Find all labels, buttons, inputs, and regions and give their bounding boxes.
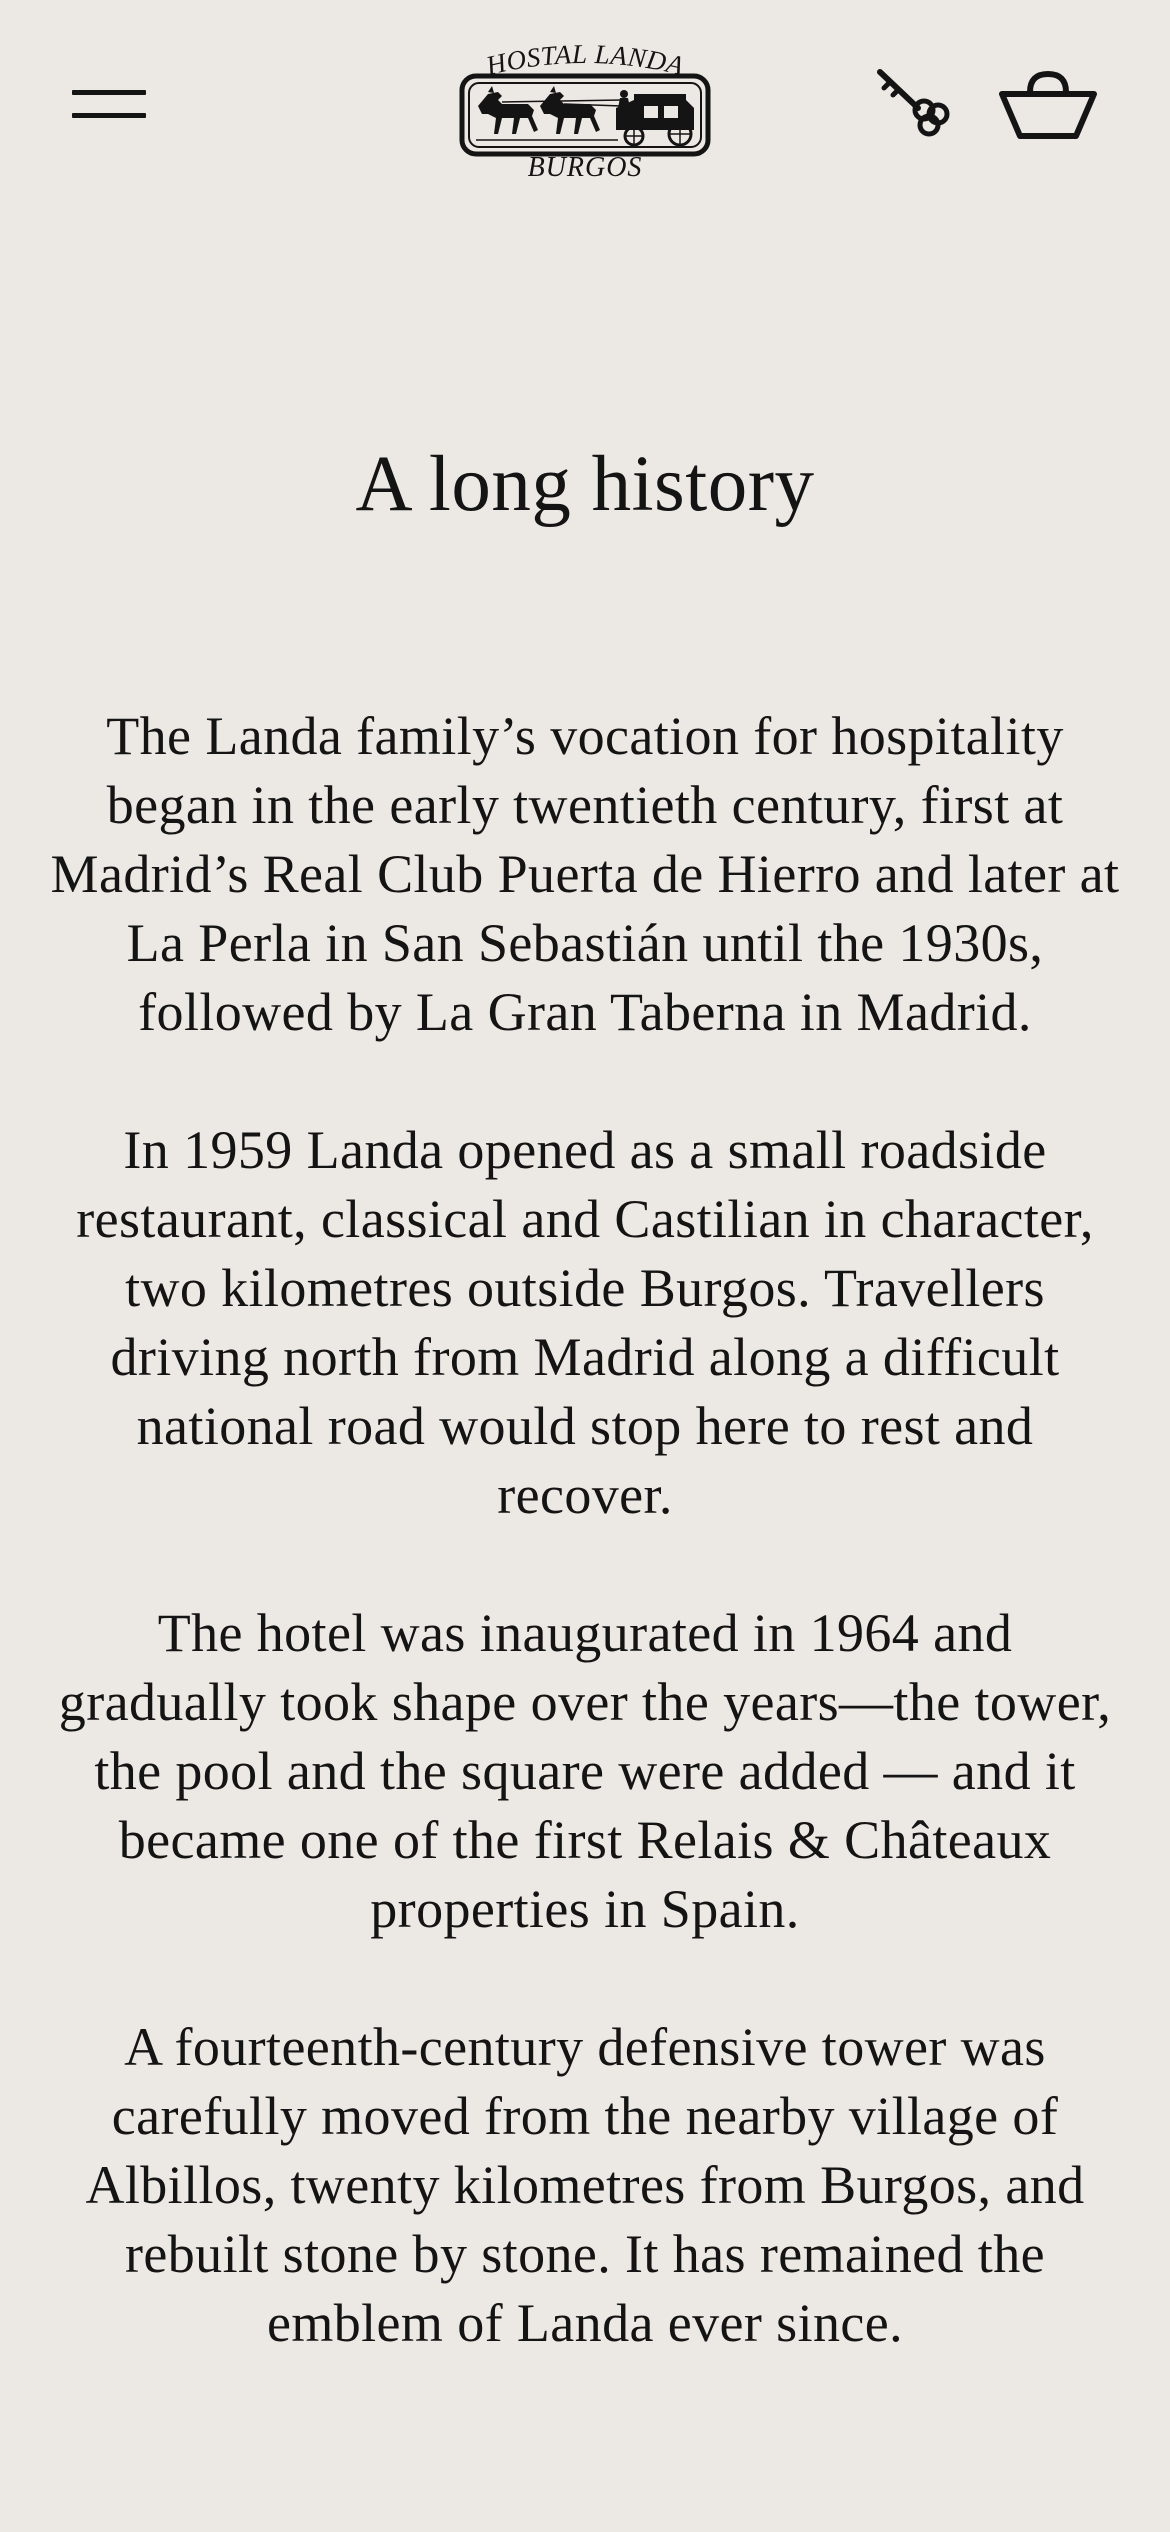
history-paragraph: In 1959 Landa opened as a small roadside restaurant, classical and Castilian in character, two kilometres outside Burgos. Travellers driving north from Madrid along a difficult national road would stop here to rest and recover. <box>76 1120 1094 1525</box>
stagecoach-logo-icon <box>458 44 712 184</box>
menu-icon-line-bottom <box>72 113 146 118</box>
site-header <box>0 0 1170 200</box>
history-paragraph: The hotel was inaugurated in 1964 and gradually took shape over the years—the tower, the pool and the square were added — and it became one of the first Relais & Châteaux properties in Spain. <box>58 1603 1112 1939</box>
basket-button[interactable] <box>992 62 1104 146</box>
logo-bottom-text: BURGOS <box>527 152 643 183</box>
key-icon <box>872 62 956 146</box>
history-paragraph: The Landa family’s vocation for hospitality began in the early twentieth century, first at Madrid’s Real Club Puerta de Hierro and later at La Perla in San Sebastián until the 1930s, followed by La Gran Taberna in Madrid. <box>50 706 1120 1042</box>
history-paragraph: A fourteenth-century defensive tower was carefully moved from the nearby village of Albillos, twenty kilometres from Burgos, and rebuilt stone by stone. It has remained the emblem of Landa ever since. <box>85 2017 1085 2353</box>
key-button[interactable] <box>872 62 956 146</box>
history-content <box>48 702 1122 2427</box>
basket-icon <box>992 62 1104 146</box>
hostal-landa-logo[interactable] <box>458 44 712 184</box>
menu-icon-line-top <box>72 90 146 95</box>
page-title: A long history <box>355 441 815 528</box>
menu-button[interactable] <box>66 80 150 128</box>
logo-top-text: HOSTAL LANDA <box>483 44 687 81</box>
